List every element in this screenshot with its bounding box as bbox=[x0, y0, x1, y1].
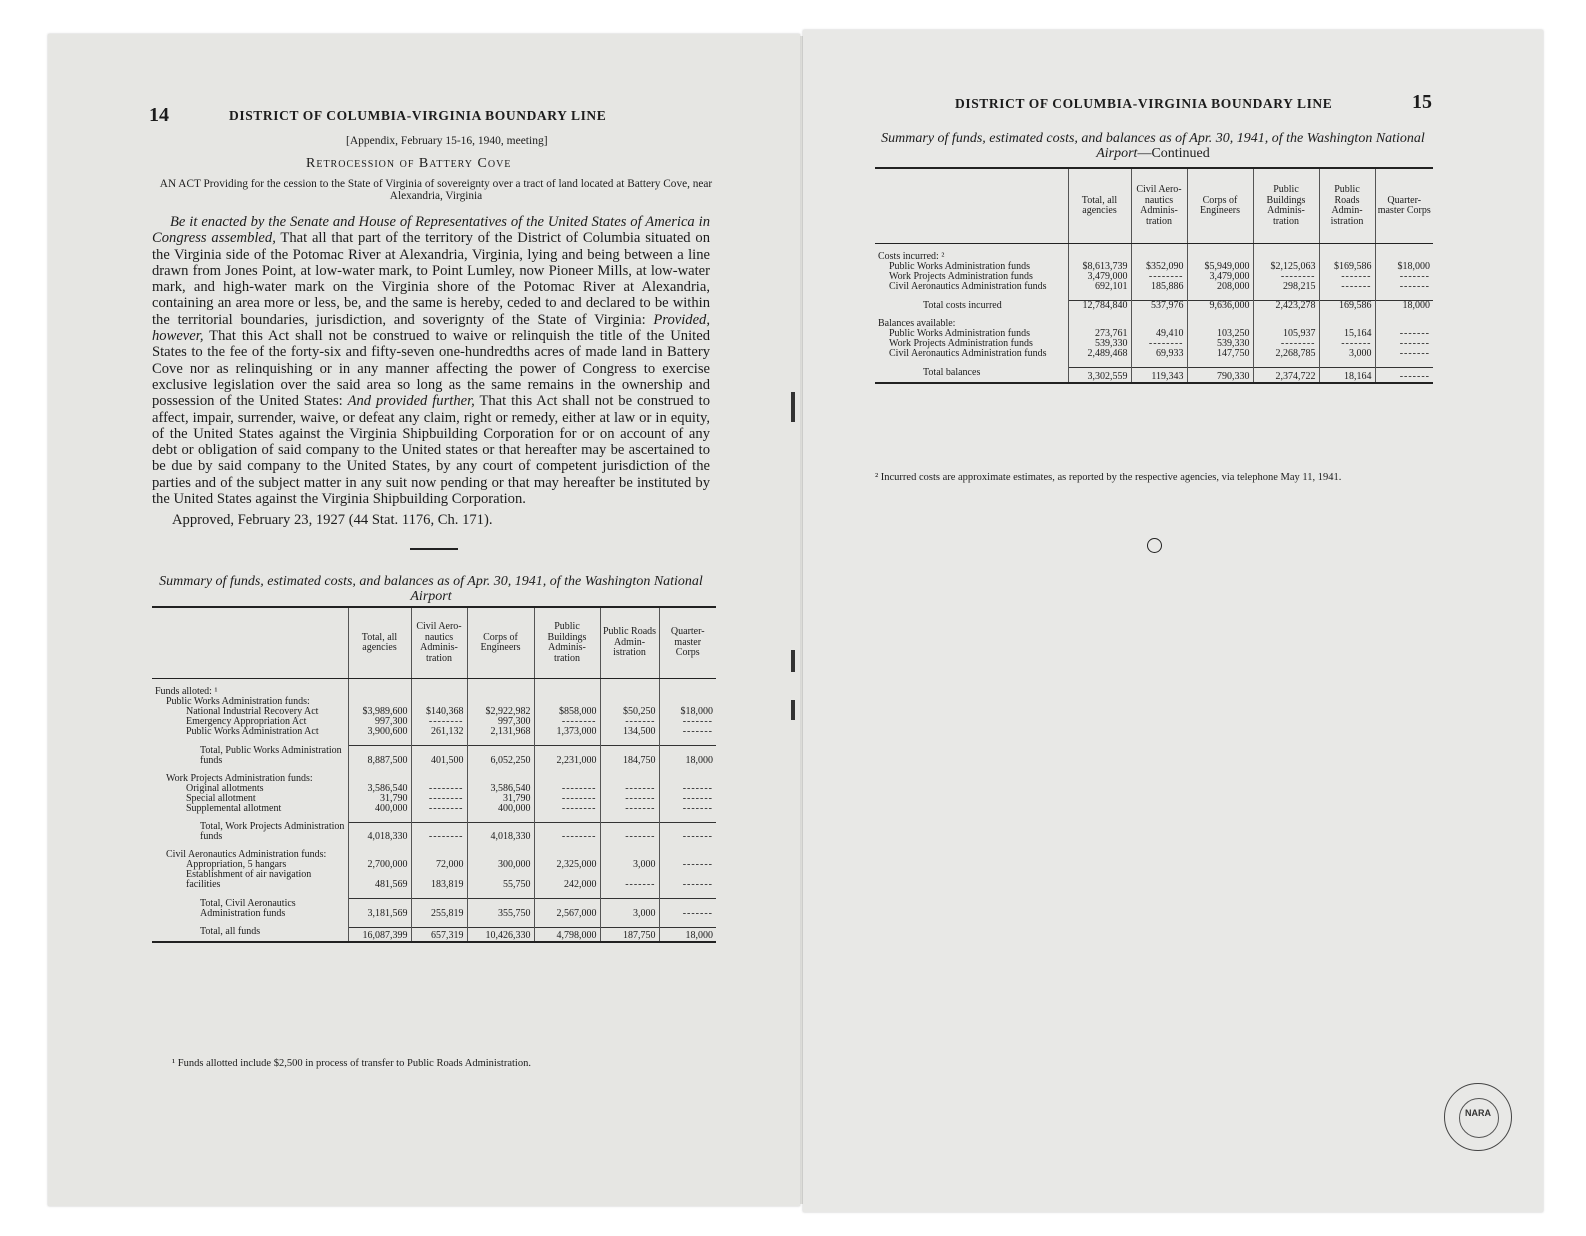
row-label: Civil Aeronautics Administration funds bbox=[889, 281, 1047, 292]
divider-rule bbox=[410, 548, 458, 550]
cell: $352,090 bbox=[1131, 262, 1187, 272]
col-pba: Public Buildings Adminis-tration bbox=[1253, 168, 1319, 244]
cell: ------- bbox=[659, 794, 716, 804]
cell: $140,368 bbox=[411, 707, 467, 717]
cell: 3,302,559 bbox=[1068, 368, 1131, 383]
total-row bbox=[152, 822, 716, 842]
cell: 997,300 bbox=[348, 717, 411, 727]
punch-hole-mark bbox=[1147, 538, 1162, 553]
cell: 18,000 bbox=[1375, 301, 1433, 312]
cell: $169,586 bbox=[1319, 262, 1375, 272]
cell: 103,250 bbox=[1187, 329, 1253, 339]
row-label: Appropriation, 5 hangars bbox=[186, 859, 287, 870]
cell: ------- bbox=[600, 717, 659, 727]
table-row bbox=[152, 727, 716, 737]
cell: -------- bbox=[411, 717, 467, 727]
cell: -------- bbox=[411, 804, 467, 814]
cell: $2,125,063 bbox=[1253, 262, 1319, 272]
cell: 55,750 bbox=[467, 870, 534, 890]
col-qmc: Quarter-master Corps bbox=[1375, 168, 1433, 244]
row-label: Total, Public Works Administration funds bbox=[200, 744, 342, 766]
col-caa: Civil Aero-nautics Adminis-tration bbox=[1131, 168, 1187, 244]
act-text-3: That this Act shall not be construed to affect, impair, surrender, waive, or defeat any claim, right or remedy, either at law or in equity, of the United States against the Virginia Shipbuilding Corporation for or on account of any debt or obligation of said company to the United states or that hereafter may be ascertained to be due by said company to the United States, by any court of competent jurisdiction of the parties and of the subject matter in any suit now pending or that may hereafter be instituted by the United States against the Virginia Shipbuilding Corporation. bbox=[152, 393, 710, 508]
table-title-suffix: —Continued bbox=[1137, 146, 1210, 161]
cell: 72,000 bbox=[411, 860, 467, 870]
cell: 18,000 bbox=[659, 927, 716, 942]
cell: $2,922,982 bbox=[467, 707, 534, 717]
cell: 208,000 bbox=[1187, 282, 1253, 292]
row-label: Total balances bbox=[923, 366, 981, 378]
col-pba: Public Buildings Adminis-tration bbox=[534, 607, 600, 679]
cell: ------- bbox=[1319, 282, 1375, 292]
cell: ------- bbox=[659, 860, 716, 870]
cell: 15,164 bbox=[1319, 329, 1375, 339]
total-row bbox=[875, 301, 1433, 312]
cell: 169,586 bbox=[1319, 301, 1375, 312]
cell: 481,569 bbox=[348, 870, 411, 890]
stub-header bbox=[152, 607, 348, 679]
cell: 2,325,000 bbox=[534, 860, 600, 870]
running-head: DISTRICT OF COLUMBIA-VIRGINIA BOUNDARY LINE bbox=[229, 108, 607, 123]
footnote: ² Incurred costs are approximate estimates, as reported by the respective agencies, via telephone May 11, 1941. bbox=[875, 472, 1342, 483]
cell: ------- bbox=[1375, 339, 1433, 349]
cell: ------- bbox=[1375, 349, 1433, 359]
col-coe: Corps of Engineers bbox=[1187, 168, 1253, 244]
cell: 2,423,278 bbox=[1253, 301, 1319, 312]
col-pra: Public Roads Admin-istration bbox=[1319, 168, 1375, 244]
cell: -------- bbox=[534, 804, 600, 814]
total-row bbox=[152, 746, 716, 766]
cell: ------- bbox=[600, 794, 659, 804]
cell: 18,164 bbox=[1319, 368, 1375, 383]
cell: -------- bbox=[534, 717, 600, 727]
cell: -------- bbox=[411, 784, 467, 794]
cell: 134,500 bbox=[600, 727, 659, 737]
cell: 3,479,000 bbox=[1068, 272, 1131, 282]
table-title: Summary of funds, estimated costs, and balances as of Apr. 30, 1941, of the Washington National Airport bbox=[159, 574, 703, 604]
staple-top bbox=[791, 392, 795, 422]
act-text-2: That this Act shall not be construed to waive or relinquish the title of the United States to the fee of the forty-six and fifty-seven one-hundredths acres of made land in Battery Cove nor as relinquishing or in any manner affecting the power of Congress to exercise exclusive legislation over the said area so long as the same remains in the ownership and possession of the United States: bbox=[152, 328, 710, 410]
section-heading: Civil Aeronautics Administration funds: bbox=[166, 849, 327, 860]
col-caa: Civil Aero-nautics Adminis-tration bbox=[411, 607, 467, 679]
cell: 539,330 bbox=[1068, 339, 1131, 349]
staple-middle bbox=[791, 650, 795, 672]
cell: 2,231,000 bbox=[534, 746, 600, 766]
cell: 9,636,000 bbox=[1187, 301, 1253, 312]
total-row bbox=[152, 899, 716, 919]
act-body bbox=[152, 214, 710, 507]
cell: 31,790 bbox=[467, 794, 534, 804]
cell: 3,181,569 bbox=[348, 899, 411, 919]
col-coe: Corps of Engineers bbox=[467, 607, 534, 679]
cell: ------- bbox=[1319, 272, 1375, 282]
cell: ------- bbox=[600, 870, 659, 890]
cell: ------- bbox=[659, 717, 716, 727]
cell: 69,933 bbox=[1131, 349, 1187, 359]
cell: 2,567,000 bbox=[534, 899, 600, 919]
cell: 273,761 bbox=[1068, 329, 1131, 339]
cell: 539,330 bbox=[1187, 339, 1253, 349]
cell: -------- bbox=[1131, 272, 1187, 282]
cell: 3,586,540 bbox=[348, 784, 411, 794]
cell: $50,250 bbox=[600, 707, 659, 717]
table-row bbox=[875, 282, 1433, 292]
cell: ------- bbox=[659, 870, 716, 890]
table-row bbox=[152, 794, 716, 804]
cell: 255,819 bbox=[411, 899, 467, 919]
cell: ------- bbox=[659, 899, 716, 919]
cell: $3,989,600 bbox=[348, 707, 411, 717]
cell: ------- bbox=[1319, 339, 1375, 349]
table-row bbox=[152, 804, 716, 814]
section-heading: Costs incurred: ² bbox=[878, 251, 945, 262]
cell: $18,000 bbox=[659, 707, 716, 717]
row-label: Civil Aeronautics Administration funds bbox=[889, 348, 1047, 359]
proviso-1: Provided, however, bbox=[152, 311, 710, 345]
table-title bbox=[873, 131, 1433, 161]
cell: -------- bbox=[411, 794, 467, 804]
section-title: Retrocession of Battery Cove bbox=[306, 156, 512, 171]
cell: $18,000 bbox=[1375, 262, 1433, 272]
cell: 4,798,000 bbox=[534, 927, 600, 942]
table-header-row bbox=[875, 168, 1433, 244]
table-header-row bbox=[152, 607, 716, 679]
row-label: Public Works Administration funds bbox=[889, 328, 1030, 339]
page-number: 15 bbox=[1412, 91, 1432, 113]
row-label: Special allotment bbox=[186, 792, 256, 804]
col-total: Total, all agencies bbox=[348, 607, 411, 679]
cell: -------- bbox=[1131, 339, 1187, 349]
cell: 187,750 bbox=[600, 927, 659, 942]
cell: 3,479,000 bbox=[1187, 272, 1253, 282]
row-label: National Industrial Recovery Act bbox=[186, 706, 319, 717]
row-label: Total costs incurred bbox=[923, 300, 1002, 311]
cell: 10,426,330 bbox=[467, 927, 534, 942]
stub-header bbox=[875, 168, 1068, 244]
cell: -------- bbox=[1253, 339, 1319, 349]
table-row bbox=[152, 870, 716, 890]
cell: 147,750 bbox=[1187, 349, 1253, 359]
left-page bbox=[48, 34, 800, 1206]
row-label: Supplemental allotment bbox=[186, 802, 282, 814]
row-label: Total, all funds bbox=[200, 926, 261, 937]
cell: 3,000 bbox=[1319, 349, 1375, 359]
cell: 400,000 bbox=[467, 804, 534, 814]
cell: 692,101 bbox=[1068, 282, 1131, 292]
cell: ------- bbox=[1375, 272, 1433, 282]
col-pra: Public Roads Admin-istration bbox=[600, 607, 659, 679]
section-heading: Balances available: bbox=[878, 318, 956, 329]
appendix-line: [Appendix, February 15-16, 1940, meeting] bbox=[346, 135, 548, 147]
cell: 400,000 bbox=[348, 804, 411, 814]
cell: 31,790 bbox=[348, 794, 411, 804]
cell: 184,750 bbox=[600, 746, 659, 766]
cell: $5,949,000 bbox=[1187, 262, 1253, 272]
cell: 119,343 bbox=[1131, 368, 1187, 383]
cell: 105,937 bbox=[1253, 329, 1319, 339]
cell: 790,330 bbox=[1187, 368, 1253, 383]
row-label: Original allotments bbox=[186, 782, 264, 794]
act-title: AN ACT Providing for the cession to the State of Virginia of sovereignty over a tract of land located at Battery Cove, near Alexandria, Virginia bbox=[159, 178, 713, 202]
cell: 3,586,540 bbox=[467, 784, 534, 794]
footnote: ¹ Funds allotted include $2,500 in process of transfer to Public Roads Administration. bbox=[172, 1058, 531, 1069]
cell: 49,410 bbox=[1131, 329, 1187, 339]
cell: 657,319 bbox=[411, 927, 467, 942]
cell: -------- bbox=[1253, 272, 1319, 282]
cell: ------- bbox=[600, 784, 659, 794]
cell: 2,700,000 bbox=[348, 860, 411, 870]
proviso-2: And provided further, bbox=[347, 393, 475, 410]
cell: 261,132 bbox=[411, 727, 467, 737]
cell: 2,131,968 bbox=[467, 727, 534, 737]
table-row bbox=[875, 349, 1433, 359]
staple-bottom bbox=[791, 700, 795, 720]
total-row bbox=[875, 368, 1433, 383]
row-label: Total, Work Projects Administration funds bbox=[200, 821, 345, 842]
cell: 300,000 bbox=[467, 860, 534, 870]
stamp-inner-ring bbox=[1459, 1098, 1499, 1138]
cell: 2,268,785 bbox=[1253, 349, 1319, 359]
section-heading-row bbox=[152, 774, 716, 784]
grand-total-row bbox=[152, 927, 716, 942]
cell: ------- bbox=[1375, 282, 1433, 292]
cell: 185,886 bbox=[1131, 282, 1187, 292]
row-label: Work Projects Administration funds bbox=[889, 271, 1033, 282]
cell: 3,900,600 bbox=[348, 727, 411, 737]
cell: ------- bbox=[600, 822, 659, 842]
cell: ------- bbox=[659, 784, 716, 794]
subsection-heading: Public Works Administration funds: bbox=[166, 696, 310, 707]
row-label: Public Works Administration Act bbox=[186, 726, 319, 737]
act-text-1: That all that part of the territory of the District of Columbia situated on the Virginia side of the Potomac River at Alexandria, Virginia, lying and being between a line drawn from Jones Point, at low-water mark, to Point Lumley, now Pioneer Mills, at low-water mark, and high-water mark on the Virginia shore of the Potomac River at Alexandria, containing an area more or less, be, and the same is hereby, ceded to and declared to be within the territorial boundaries, jurisdiction, and soverignty of the State of Virginia: bbox=[152, 230, 710, 328]
cell: 4,018,330 bbox=[348, 822, 411, 842]
cell: 183,819 bbox=[411, 870, 467, 890]
cell: -------- bbox=[534, 822, 600, 842]
right-page bbox=[803, 30, 1543, 1212]
enacting-clause: Be it enacted by the Senate and House of Representatives of the United States of America in Congress assembled, bbox=[152, 214, 710, 247]
row-label: Public Works Administration funds bbox=[889, 261, 1030, 272]
table-title-text: Summary of funds, estimated costs, and balances as of Apr. 30, 1941, of the Washington National Airport bbox=[881, 131, 1425, 161]
cell: 355,750 bbox=[467, 899, 534, 919]
table-row bbox=[152, 784, 716, 794]
cell: 2,374,722 bbox=[1253, 368, 1319, 383]
cell: 3,000 bbox=[600, 860, 659, 870]
cell: ------- bbox=[659, 804, 716, 814]
cell: 537,976 bbox=[1131, 301, 1187, 312]
col-qmc: Quarter-master Corps bbox=[659, 607, 716, 679]
row-label: Emergency Appropriation Act bbox=[186, 716, 307, 727]
cell: -------- bbox=[534, 784, 600, 794]
cell: 16,087,399 bbox=[348, 927, 411, 942]
cell: -------- bbox=[534, 794, 600, 804]
cell: 8,887,500 bbox=[348, 746, 411, 766]
cell: 12,784,840 bbox=[1068, 301, 1131, 312]
cell: ------- bbox=[600, 804, 659, 814]
costs-table bbox=[875, 167, 1433, 384]
row-label: Total, Civil Aeronautics Administration funds bbox=[200, 897, 296, 919]
cell: 298,215 bbox=[1253, 282, 1319, 292]
cell: ------- bbox=[659, 727, 716, 737]
cell: 1,373,000 bbox=[534, 727, 600, 737]
col-total: Total, all agencies bbox=[1068, 168, 1131, 244]
cell: 242,000 bbox=[534, 870, 600, 890]
cell: 2,489,468 bbox=[1068, 349, 1131, 359]
page-number: 14 bbox=[149, 104, 169, 126]
funds-table bbox=[152, 606, 716, 943]
section-heading: Funds alloted: ¹ bbox=[155, 686, 218, 697]
cell: $858,000 bbox=[534, 707, 600, 717]
library-stamp bbox=[1444, 1083, 1512, 1151]
section-heading: Work Projects Administration funds: bbox=[166, 772, 313, 784]
cell: ------- bbox=[1375, 329, 1433, 339]
running-head: DISTRICT OF COLUMBIA-VIRGINIA BOUNDARY LINE bbox=[955, 96, 1333, 111]
cell: 18,000 bbox=[659, 746, 716, 766]
cell: 3,000 bbox=[600, 899, 659, 919]
cell: 6,052,250 bbox=[467, 746, 534, 766]
cell: 401,500 bbox=[411, 746, 467, 766]
cell: ------- bbox=[659, 822, 716, 842]
cell: 997,300 bbox=[467, 717, 534, 727]
cell: -------- bbox=[411, 822, 467, 842]
stamp-text: NARA bbox=[1465, 1108, 1491, 1118]
cell: ------- bbox=[1375, 368, 1433, 383]
cell: $8,613,739 bbox=[1068, 262, 1131, 272]
row-label: Establishment of air navigation facilities bbox=[186, 869, 312, 890]
cell: 4,018,330 bbox=[467, 822, 534, 842]
row-label: Work Projects Administration funds bbox=[889, 338, 1033, 349]
approved-line: Approved, February 23, 1927 (44 Stat. 1176, Ch. 171). bbox=[172, 512, 493, 528]
